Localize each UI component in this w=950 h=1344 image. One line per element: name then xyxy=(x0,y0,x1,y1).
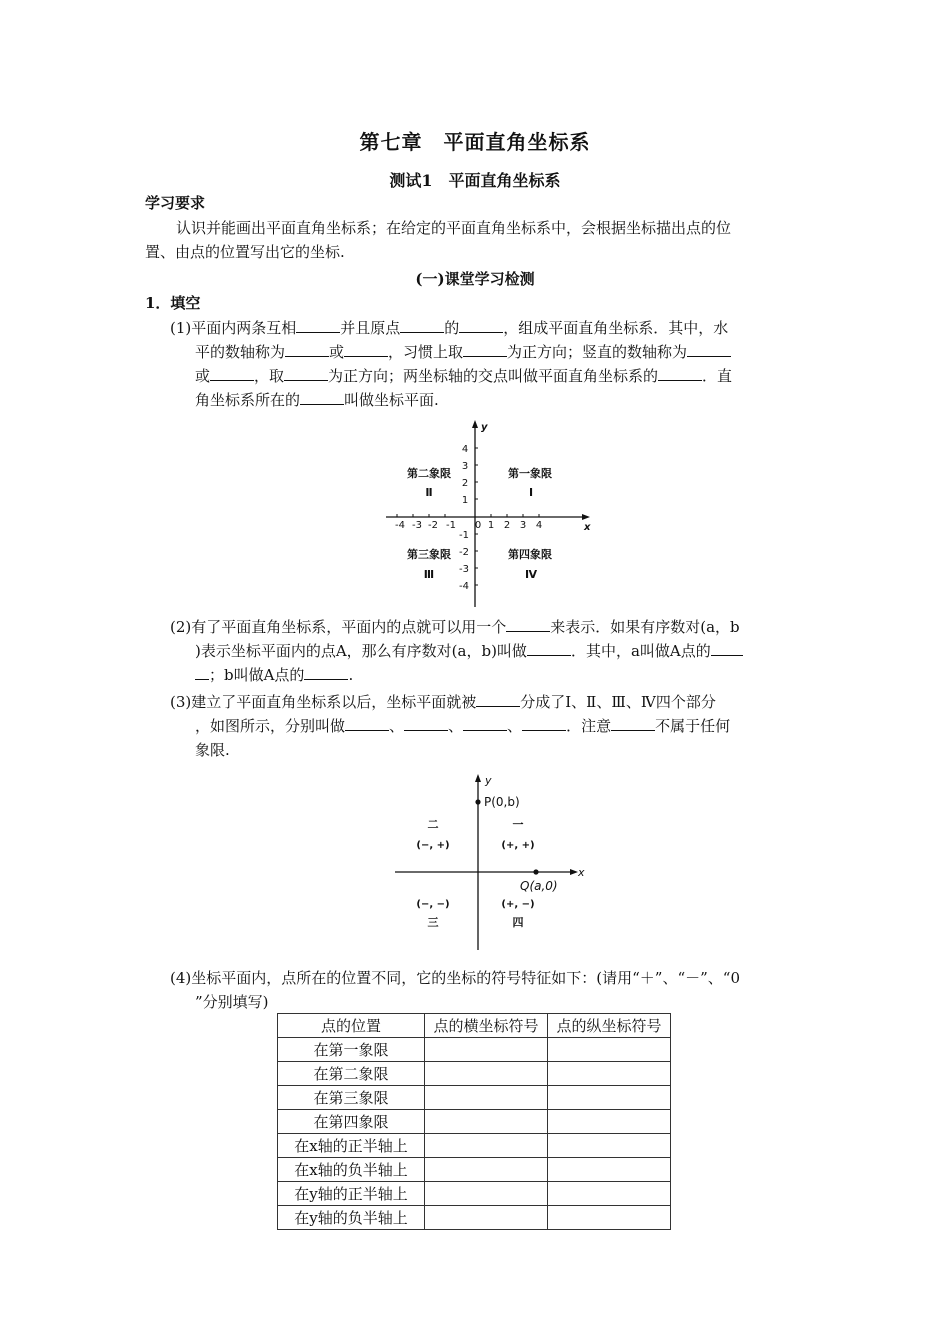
quadrant-3-numeral: Ⅲ xyxy=(423,568,435,581)
point-q-label: Q(a,0) xyxy=(520,879,558,893)
q1-3-line1: (3)建立了平面直角坐标系以后，坐标平面就被 分成了Ⅰ、Ⅱ、Ⅲ、Ⅳ四个部分 xyxy=(170,693,716,711)
sign-quadrant-figure xyxy=(390,770,590,955)
answer-blank[interactable] xyxy=(400,318,444,333)
table-cell: 在第四象限 xyxy=(278,1110,425,1134)
answer-cell[interactable] xyxy=(425,1134,548,1158)
y-axis-label: y xyxy=(485,774,492,787)
answer-blank[interactable] xyxy=(463,716,507,731)
quadrant-3-signs: (−, −) xyxy=(416,899,450,910)
q1-1-line4: 角坐标系所在的 叫做坐标平面. xyxy=(195,391,439,409)
quadrant-2-label: 第二象限 xyxy=(407,467,451,480)
answer-blank[interactable] xyxy=(304,665,348,680)
q1-1-line2: 平的数轴称为 或 ，习惯上取 为正方向；竖直的数轴称为 xyxy=(195,340,731,364)
x-tick-label: -4 xyxy=(395,520,405,531)
table-row xyxy=(278,1158,671,1182)
quadrant-1-numeral: Ⅰ xyxy=(528,486,534,499)
quadrant-3-label: 第三象限 xyxy=(407,548,451,561)
quadrant-1-signs: (+, +) xyxy=(501,840,535,851)
q1-2-line1: (2)有了平面直角坐标系，平面内的点就可以用一个 来表示．如果有序数对(a，b xyxy=(170,618,740,636)
y-tick-label: -2 xyxy=(459,547,469,558)
x-tick-label: 4 xyxy=(535,520,543,531)
q1-4-line1: (4)坐标平面内，点所在的位置不同，它的坐标的符号特征如下：(请用“＋”、“－”、“0 xyxy=(170,969,740,987)
y-arrow-icon xyxy=(472,420,478,428)
table-cell: 在第三象限 xyxy=(278,1086,425,1110)
x-axis-label: x xyxy=(578,866,585,879)
answer-cell[interactable] xyxy=(548,1086,671,1110)
q1-2-line2: )表示坐标平面内的点A，那么有序数对(a，b)叫做 ．其中，a叫做A点的 xyxy=(195,639,743,663)
answer-blank[interactable] xyxy=(195,665,209,680)
answer-blank[interactable] xyxy=(344,342,388,357)
answer-blank[interactable] xyxy=(459,318,503,333)
table-cell: 在y轴的负半轴上 xyxy=(278,1206,425,1230)
q1-2-line3: ；b叫做A点的 . xyxy=(195,663,353,687)
answer-blank[interactable] xyxy=(687,342,731,357)
answer-blank[interactable] xyxy=(506,617,550,632)
y-tick-label: 4 xyxy=(461,444,469,455)
y-axis-label: y xyxy=(481,422,488,433)
quadrant-2-numeral: Ⅱ xyxy=(425,486,433,499)
quadrant-2-numeral: 二 xyxy=(427,818,439,831)
answer-blank[interactable] xyxy=(210,366,254,381)
answer-blank[interactable] xyxy=(284,366,328,381)
quadrant-4-numeral: 四 xyxy=(512,916,524,929)
x-tick-label: 1 xyxy=(487,520,495,531)
x-tick-label: 0 xyxy=(474,520,482,531)
table-row xyxy=(278,1206,671,1230)
chapter-title: 第七章 平面直角坐标系 xyxy=(359,130,591,154)
q1-heading: 1．填空 xyxy=(145,294,201,312)
answer-blank[interactable] xyxy=(522,716,566,731)
answer-cell[interactable] xyxy=(548,1158,671,1182)
requirements-line1: 认识并能画出平面直角坐标系；在给定的平面直角坐标系中，会根据坐标描出点的位 xyxy=(176,219,732,237)
x-arrow-icon xyxy=(582,514,590,520)
y-tick-label: -3 xyxy=(459,564,469,575)
answer-cell[interactable] xyxy=(425,1038,548,1062)
table-row xyxy=(278,1110,671,1134)
table-header: 点的位置 xyxy=(278,1014,425,1038)
x-tick-label: 2 xyxy=(503,520,511,531)
answer-cell[interactable] xyxy=(548,1134,671,1158)
section-title: (一)课堂学习检测 xyxy=(415,270,535,288)
table-cell: 在y轴的正半轴上 xyxy=(278,1182,425,1206)
x-tick-label: -3 xyxy=(412,520,422,531)
answer-blank[interactable] xyxy=(711,641,743,656)
y-tick-label: 1 xyxy=(461,495,469,506)
q1-1-line1: (1)平面内两条互相 并且原点 的 ，组成平面直角坐标系．其中，水 xyxy=(170,319,729,337)
x-tick-label: 3 xyxy=(519,520,527,531)
y-tick-label: -4 xyxy=(459,581,469,592)
requirements-heading: 学习要求 xyxy=(145,194,206,212)
quadrant-4-label: 第四象限 xyxy=(508,548,552,561)
table-row xyxy=(278,1182,671,1206)
answer-blank[interactable] xyxy=(476,692,520,707)
answer-cell[interactable] xyxy=(548,1038,671,1062)
answer-cell[interactable] xyxy=(425,1110,548,1134)
table-row xyxy=(278,1086,671,1110)
x-tick-label: -2 xyxy=(428,520,438,531)
y-tick-label: -1 xyxy=(459,530,469,541)
requirements-line2: 置、由点的位置写出它的坐标. xyxy=(145,243,345,261)
table-cell: 在x轴的负半轴上 xyxy=(278,1158,425,1182)
answer-blank[interactable] xyxy=(345,716,389,731)
point-p-label: P(0,b) xyxy=(484,795,520,809)
x-axis-label: x xyxy=(584,522,591,533)
table-row xyxy=(278,1134,671,1158)
q1-1-line3: 或 ，取 为正方向；两坐标轴的交点叫做平面直角坐标系的 ．直 xyxy=(195,367,733,385)
answer-blank[interactable] xyxy=(463,342,507,357)
quadrant-1-label: 第一象限 xyxy=(508,467,552,480)
answer-blank[interactable] xyxy=(527,641,571,656)
test-title: 测试1 平面直角坐标系 xyxy=(389,171,561,190)
answer-blank[interactable] xyxy=(300,390,344,405)
table-cell: 在第二象限 xyxy=(278,1062,425,1086)
answer-cell[interactable] xyxy=(548,1062,671,1086)
point-p xyxy=(475,799,480,804)
table-header-row xyxy=(278,1014,671,1038)
q1-4-line2: ”分别填写) xyxy=(195,993,269,1011)
quadrant-4-signs: (+, −) xyxy=(501,899,535,910)
answer-cell[interactable] xyxy=(425,1062,548,1086)
answer-blank[interactable] xyxy=(611,716,655,731)
quadrant-3-numeral: 三 xyxy=(427,916,439,929)
y-tick-label: 3 xyxy=(461,461,469,472)
q1-3-line2: ，如图所示，分别叫做 、 、 、 ．注意 不属于任何 xyxy=(195,717,731,735)
answer-blank[interactable] xyxy=(404,716,448,731)
sign-table xyxy=(277,1013,671,1230)
point-q xyxy=(533,869,538,874)
quadrant-2-signs: (−, +) xyxy=(416,840,450,851)
x-arrow-icon xyxy=(570,869,578,875)
table-header: 点的横坐标符号 xyxy=(425,1014,548,1038)
y-tick-label: 2 xyxy=(461,478,469,489)
answer-cell[interactable] xyxy=(425,1158,548,1182)
answer-cell[interactable] xyxy=(425,1206,548,1230)
quadrant-4-numeral: Ⅳ xyxy=(524,568,538,581)
x-tick-label: -1 xyxy=(446,520,456,531)
answer-blank[interactable] xyxy=(285,342,329,357)
table-row xyxy=(278,1038,671,1062)
answer-blank[interactable] xyxy=(658,366,702,381)
answer-cell[interactable] xyxy=(548,1206,671,1230)
quadrant-figure xyxy=(380,415,595,610)
quadrant-1-numeral: 一 xyxy=(512,818,524,831)
answer-cell[interactable] xyxy=(425,1086,548,1110)
table-header: 点的纵坐标符号 xyxy=(548,1014,671,1038)
answer-blank[interactable] xyxy=(296,318,340,333)
answer-cell[interactable] xyxy=(548,1110,671,1134)
answer-cell[interactable] xyxy=(548,1182,671,1206)
table-cell: 在x轴的正半轴上 xyxy=(278,1134,425,1158)
answer-cell[interactable] xyxy=(425,1182,548,1206)
table-cell: 在第一象限 xyxy=(278,1038,425,1062)
table-row xyxy=(278,1062,671,1086)
q1-3-line3: 象限. xyxy=(195,741,230,759)
y-arrow-icon xyxy=(475,774,481,782)
